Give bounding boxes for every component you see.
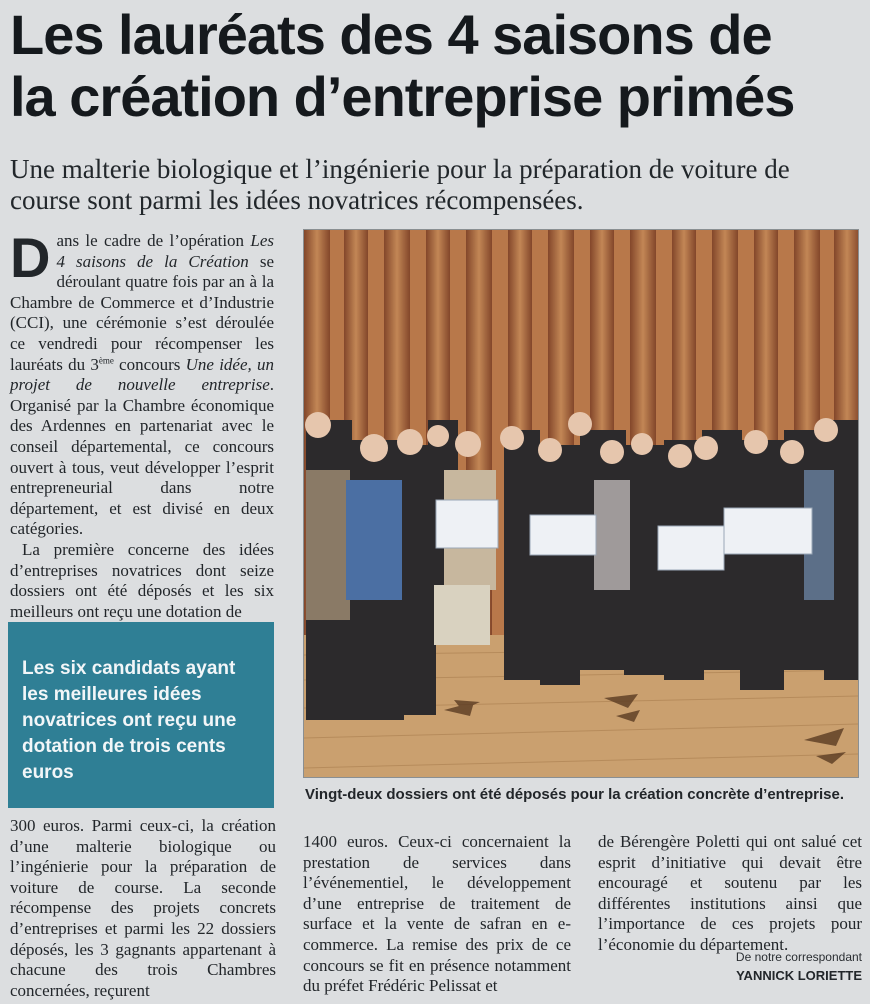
- dropcap: D: [10, 226, 51, 289]
- headline: [10, 4, 866, 128]
- pullquote: Les six candidats ayant les meilleures idées novatrices ont reçu une dotation de trois cents euros: [8, 622, 274, 808]
- photo-caption: Vingt-deux dossiers ont été déposés pour la création concrète d’entreprise.: [305, 786, 845, 803]
- paragraph-1: Dans le cadre de l’opération Les 4 saisons de la Création se déroulant quatre fois par an à la Chambre de Commerce et d’Industrie (CCI), une cérémonie s’est déroulée ce vendredi pour récompenser les lauréats du 3ème concours Une idée, un projet de nouvelle entreprise. Organisé par la Chambre économique des Ardennes en partenariat avec le conseil départemental, ce concours ouvert à tous, veut développer l’esprit entrepreneurial dans notre département, et est divisé en deux catégories.: [10, 226, 275, 539]
- headline-line-2: la création d’entreprise primés: [10, 65, 795, 128]
- column-1-bottom: 300 euros. Parmi ceux-ci, la création d’une malterie biologique ou l’ingénierie pour la préparation de voiture de course. La seconde récompense des projets concrets d’entreprises et parmi les 22 dossiers déposés, les 3 gagnants appartenant à chacune des trois Chambres concernées, reçurent: [10, 816, 276, 1000]
- subtitle: Une malterie biologique et l’ingénierie pour la préparation de voiture de course sont parmi les idées novatrices récompensées.: [10, 154, 790, 215]
- paragraph-2: La première concerne des idées d’entreprises novatrices dont seize dossiers ont été déposés et les six meilleurs ont reçu une dotation de: [10, 539, 274, 621]
- column-2-bottom: 1400 euros. Ceux-ci concernaient la prestation de services dans l’événementiel, le développement d’une entreprise de traitement de surface et la vente de safran en e-commerce. La remise des prix de ce concours se fit en présence notamment du préfet Frédéric Pelissat et: [303, 832, 571, 996]
- column-3-bottom: de Bérengère Poletti qui ont salué cet esprit d’initiative qui devait être encouragé et soutenu par les différentes institutions ainsi que l’importance de ces projets pour l’économie du département.: [598, 832, 862, 954]
- headline-line-1: Les lauréats des 4 saisons de: [10, 3, 772, 66]
- award-ceremony-photo: [304, 230, 859, 778]
- article-photo: [303, 229, 859, 778]
- byline-prefix: De notre correspondant: [735, 950, 862, 964]
- column-1-top: [10, 226, 275, 622]
- byline-name: YANNICK LORIETTE: [736, 968, 862, 983]
